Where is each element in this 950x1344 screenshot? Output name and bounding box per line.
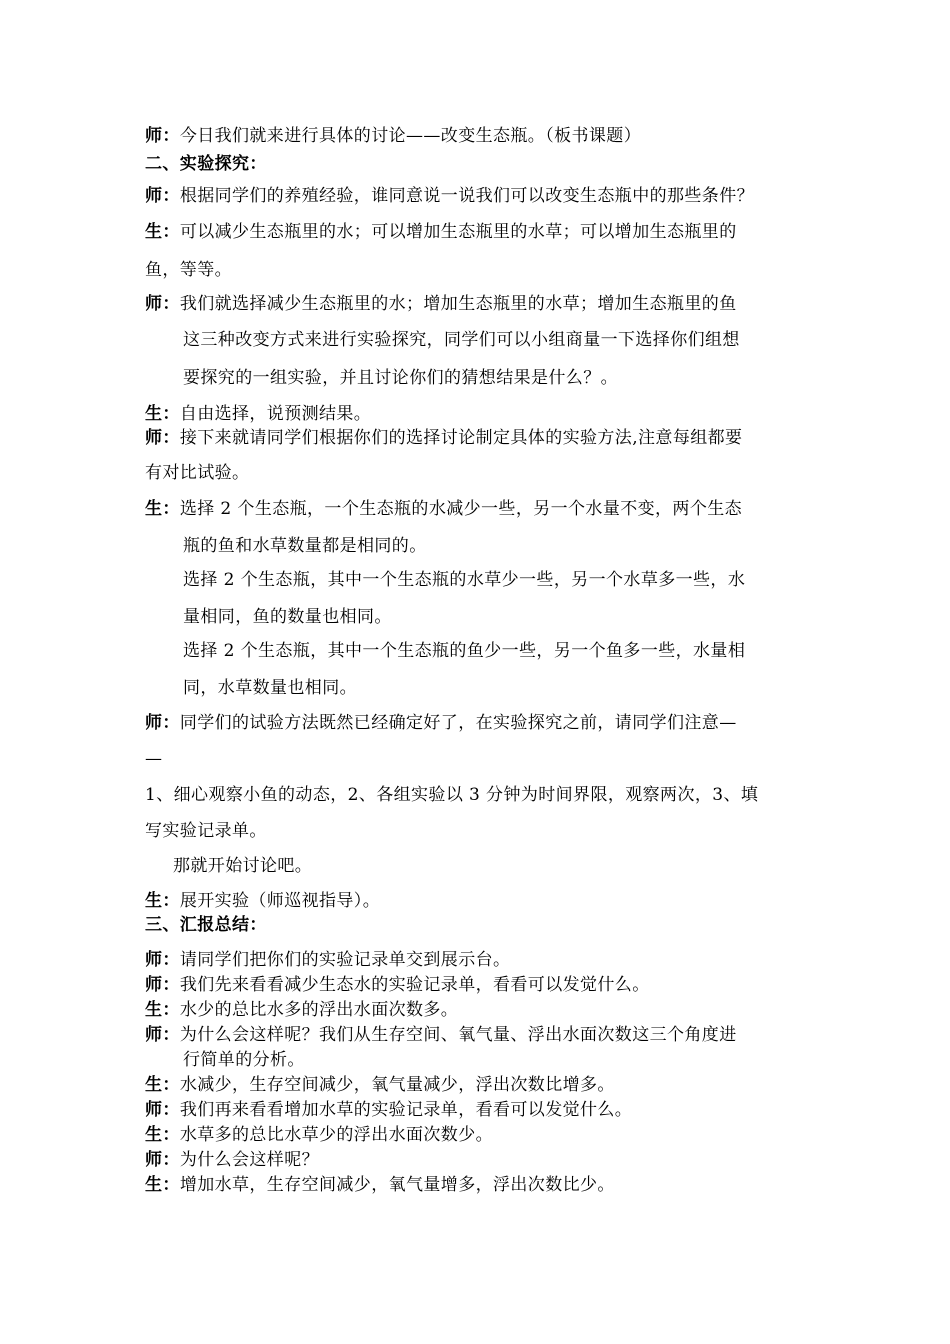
speaker-label: 生： bbox=[145, 222, 180, 242]
speaker-label: 生： bbox=[145, 1175, 180, 1195]
line-text: 请同学们把你们的实验记录单交到展示台。 bbox=[179, 950, 511, 970]
paragraph-line bbox=[145, 973, 650, 997]
speaker-label: 生： bbox=[145, 891, 180, 911]
paragraph-line: 1、细心观察小鱼的动态，2、各组实验以 3 分钟为时间界限，观察两次，3、填 bbox=[145, 785, 759, 805]
paragraph-line: 要探究的一组实验，并且讨论你们的猜想结果是什么？。 bbox=[183, 368, 618, 388]
paragraph-line: 选择 2 个生态瓶，其中一个生态瓶的水草少一些，另一个水草多一些，水 bbox=[183, 570, 746, 590]
paragraph-line bbox=[145, 1023, 737, 1047]
speaker-label: 生： bbox=[145, 1000, 180, 1020]
paragraph-line: 同，水草数量也相同。 bbox=[183, 678, 357, 698]
paragraph-line: 写实验记录单。 bbox=[145, 821, 267, 841]
paragraph-line bbox=[145, 1098, 632, 1122]
line-text: 展开实验（师巡视指导）。 bbox=[179, 891, 381, 911]
line-text: 今日我们就来进行具体的讨论——改变生态瓶。（板书课题） bbox=[179, 126, 642, 146]
speaker-label: 生： bbox=[145, 1125, 180, 1145]
speaker-label: 师： bbox=[145, 126, 180, 146]
speaker-label: 生： bbox=[145, 404, 180, 424]
section-heading: 二、实验探究： bbox=[145, 154, 267, 174]
paragraph-line bbox=[145, 184, 754, 208]
speaker-label: 师： bbox=[145, 950, 180, 970]
speaker-label: 师： bbox=[145, 713, 180, 733]
paragraph-line bbox=[145, 292, 737, 316]
paragraph-line: 鱼，等等。 bbox=[145, 260, 232, 280]
paragraph-line bbox=[145, 497, 742, 521]
line-text: 为什么会这样呢？我们从生存空间、氧气量、浮出水面次数这三个角度进 bbox=[179, 1025, 737, 1045]
line-text: 我们先来看看减少生态水的实验记录单，看看可以发觉什么。 bbox=[179, 975, 650, 995]
paragraph-line bbox=[145, 1073, 615, 1097]
speaker-label: 师： bbox=[145, 294, 180, 314]
paragraph-line: 量相同，鱼的数量也相同。 bbox=[183, 607, 392, 627]
line-text: 根据同学们的养殖经验，谁同意说一说我们可以改变生态瓶中的那些条件？ bbox=[179, 186, 755, 206]
speaker-label: 师： bbox=[145, 1025, 180, 1045]
paragraph-line bbox=[145, 1173, 615, 1197]
paragraph-line: 那就开始讨论吧。 bbox=[173, 856, 313, 876]
paragraph-line: 行简单的分析。 bbox=[183, 1050, 305, 1070]
paragraph-line bbox=[145, 998, 458, 1022]
speaker-label: 师： bbox=[145, 186, 180, 206]
speaker-label: 师： bbox=[145, 1150, 180, 1170]
paragraph-line: 有对比试验。 bbox=[145, 463, 250, 483]
paragraph-line bbox=[145, 889, 380, 913]
speaker-label: 生： bbox=[145, 1075, 180, 1095]
paragraph-line: 瓶的鱼和水草数量都是相同的。 bbox=[183, 536, 427, 556]
paragraph-line bbox=[145, 1123, 493, 1147]
line-text: 选择 2 个生态瓶，一个生态瓶的水减少一些，另一个水量不变，两个生态 bbox=[179, 499, 743, 519]
speaker-label: 师： bbox=[145, 975, 180, 995]
line-text: 同学们的试验方法既然已经确定好了，在实验探究之前，请同学们注意— bbox=[179, 713, 737, 733]
speaker-label: 师： bbox=[145, 1100, 180, 1120]
speaker-label: 师： bbox=[145, 428, 180, 448]
line-text: 水减少，生存空间减少，氧气量减少，浮出次数比增多。 bbox=[179, 1075, 615, 1095]
line-text: 我们就选择减少生态瓶里的水；增加生态瓶里的水草；增加生态瓶里的鱼 bbox=[179, 294, 737, 314]
section-heading: 三、汇报总结： bbox=[145, 915, 267, 935]
paragraph-line: 这三种改变方式来进行实验探究，同学们可以小组商量一下选择你们组想 bbox=[183, 330, 740, 350]
paragraph-line bbox=[145, 124, 641, 148]
paragraph-line bbox=[145, 220, 737, 244]
paragraph-line bbox=[145, 1148, 319, 1172]
paragraph-line bbox=[145, 948, 510, 972]
line-text: 我们再来看看增加水草的实验记录单，看看可以发觉什么。 bbox=[179, 1100, 633, 1120]
paragraph-line bbox=[145, 402, 371, 426]
line-text: 水草多的总比水草少的浮出水面次数少。 bbox=[179, 1125, 494, 1145]
line-text: 可以减少生态瓶里的水；可以增加生态瓶里的水草；可以增加生态瓶里的 bbox=[179, 222, 737, 242]
line-text: 水少的总比水多的浮出水面次数多。 bbox=[179, 1000, 459, 1020]
line-text: 自由选择，说预测结果。 bbox=[179, 404, 372, 424]
speaker-label: 生： bbox=[145, 499, 180, 519]
paragraph-line: — bbox=[145, 749, 163, 769]
line-text: 接下来就请同学们根据你们的选择讨论制定具体的实验方法,注意每组都要 bbox=[179, 428, 743, 448]
paragraph-line bbox=[145, 426, 742, 450]
line-text: 增加水草，生存空间减少，氧气量增多，浮出次数比少。 bbox=[179, 1175, 615, 1195]
paragraph-line bbox=[145, 711, 737, 735]
paragraph-line: 选择 2 个生态瓶，其中一个生态瓶的鱼少一些，另一个鱼多一些，水量相 bbox=[183, 641, 746, 661]
line-text: 为什么会这样呢？ bbox=[179, 1150, 320, 1170]
